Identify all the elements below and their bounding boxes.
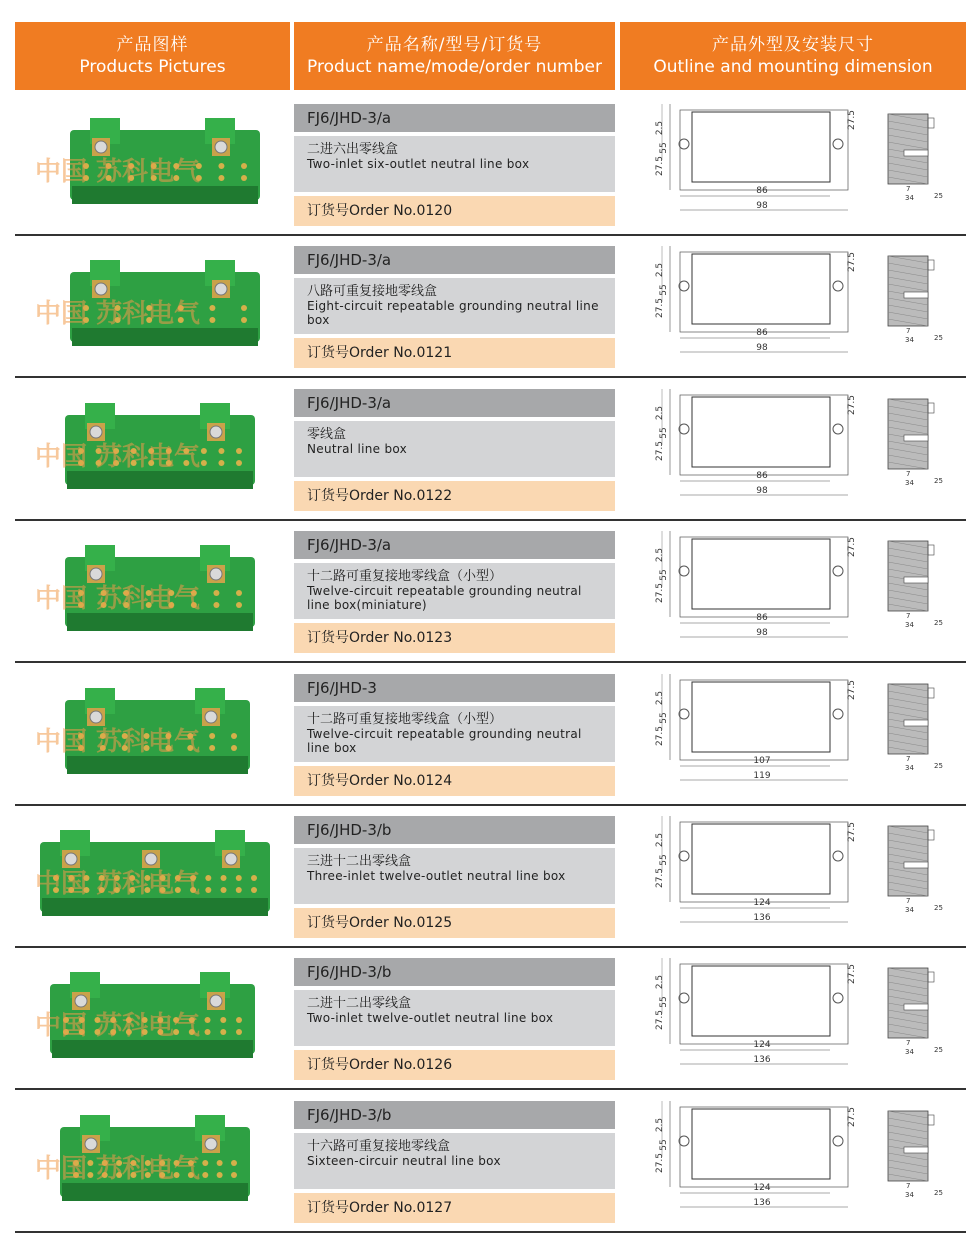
wire-hole [202,1172,208,1178]
header-col3-en: Outline and mounting dimension [653,57,933,77]
wire-hole [231,1160,237,1166]
dim-27-5-right: 27.5 [847,537,857,558]
box-base [67,471,253,489]
product-picture [20,100,290,230]
product-picture [20,670,290,800]
dim-side-7: 7 [906,469,911,478]
box-base [52,1040,253,1058]
side-view [888,826,934,896]
mount-hole-left [679,139,689,149]
dim-55: 55 [659,427,669,439]
dim-side-34: 34 [905,906,914,914]
dim-side-25: 25 [934,476,943,485]
wire-hole [209,745,215,751]
dim-2-5: 2.5 [655,832,665,848]
mount-hole-right [833,851,843,861]
product-picture [20,1097,290,1227]
dim-27-5-right: 27.5 [847,821,857,843]
wire-hole [217,1172,223,1178]
header-products-pictures [15,22,290,90]
wire-hole [205,1029,211,1035]
product-row [0,523,980,665]
product-description [294,848,615,904]
product-description [294,563,615,619]
dim-inner-width: 124 [753,1040,771,1051]
dim-2-5: 2.5 [655,1117,665,1132]
row-divider [15,661,966,663]
wire-hole [241,317,247,323]
dimension-drawing [622,100,966,230]
watermark-text: 中国 苏科电气 [35,1011,201,1042]
side-view [888,256,934,326]
wire-hole [236,448,242,454]
product-picture [20,385,290,515]
product-order-number: 订货号Order No.0126 [294,1050,615,1080]
dim-side-7: 7 [906,327,911,336]
dim-2-5: 2.5 [655,120,665,136]
row-divider [15,946,966,948]
box-base [72,186,258,204]
dim-27-5-right: 27.5 [847,394,857,415]
product-name-en: Two-inlet six-outlet neutral line box [307,157,530,171]
dim-side-7: 7 [906,1181,911,1190]
dim-27-5-right: 27.5 [847,1106,857,1127]
dim-outer-width: 98 [756,343,768,354]
row-divider [15,519,966,521]
dim-27-5-left: 27.5 [655,725,665,746]
dim-side-7: 7 [906,1039,911,1048]
wire-hole [241,175,247,181]
dim-55: 55 [659,1139,669,1151]
header-col2-zh: 产品名称/型号/订货号 [366,35,543,55]
dim-27-5-left: 27.5 [655,440,665,461]
dim-side-34: 34 [905,478,914,487]
dim-side-34: 34 [905,621,914,630]
header-product-name [294,22,615,90]
dim-outer-width: 119 [753,770,771,781]
side-view [888,399,934,469]
side-view [888,114,934,184]
dim-55: 55 [659,996,669,1009]
dim-27-5-left: 27.5 [655,155,665,177]
dim-side-34: 34 [905,1190,914,1199]
product-order-number: 订货号Order No.0122 [294,481,615,511]
mount-hole-right [833,993,843,1003]
product-description [294,278,615,334]
wire-hole [220,1017,226,1023]
box-base [67,756,248,774]
inner-rect [692,112,830,182]
dim-inner-width: 86 [756,328,768,339]
wire-hole [205,875,211,881]
wire-hole [251,887,257,893]
terminal-screw [90,426,102,438]
header-col1-zh: 产品图样 [116,35,189,55]
side-view [888,541,934,611]
product-picture [20,242,290,372]
product-order-number: 订货号Order No.0123 [294,623,615,653]
product-name-en: Twelve-circuit repeatable grounding neutral line box [307,726,582,755]
dim-side-34: 34 [905,1048,914,1057]
dim-side-7: 7 [906,185,911,193]
product-name-zh: 二进六出零线盒 [307,142,399,157]
dim-side-7: 7 [906,612,911,621]
mount-hole-right [833,139,843,149]
product-model: FJ6/JHD-3/a [294,531,615,559]
terminal-screw [210,426,222,438]
inner-rect [692,539,830,609]
header-col3-zh: 产品外型及安装尺寸 [712,35,874,55]
product-name-zh: 八路可重复接地零线盒 [307,284,438,300]
dim-inner-width: 124 [753,1182,771,1193]
outline-rect [680,395,848,475]
dim-outer-width: 136 [753,913,771,923]
wire-hole [209,305,215,311]
mount-hole-right [833,1136,843,1146]
dim-27-5-right: 27.5 [847,109,857,131]
dim-2-5: 2.5 [655,548,665,563]
inner-rect [692,1109,830,1179]
dim-2-5: 2.5 [655,690,665,705]
dim-outer-width: 98 [756,201,768,211]
dim-side-25: 25 [934,904,943,912]
inner-rect [692,966,830,1036]
product-name-en: Sixteen-circuir neutral line box [307,1153,501,1168]
terminal-screw [95,283,107,295]
dim-27-5-right: 27.5 [847,964,857,985]
dim-2-5: 2.5 [655,975,665,990]
dimension-drawing [622,954,966,1084]
product-name-en: Two-inlet twelve-outlet neutral line box [307,1011,554,1026]
product-order-number: 订货号Order No.0127 [294,1193,615,1223]
product-model: FJ6/JHD-3/b [294,1101,615,1129]
wire-hole [236,875,242,881]
inner-rect [692,397,830,467]
wire-hole [236,460,242,466]
product-row [0,238,980,380]
dim-outer-width: 136 [753,1197,771,1208]
wire-hole [205,887,211,893]
box-base [62,1183,248,1201]
watermark-text: 中国 苏科电气 [35,157,201,187]
row-divider [15,804,966,806]
dimension-drawing [622,385,966,515]
row-divider [15,1088,966,1090]
row-divider [15,234,966,236]
wire-hole [231,733,237,739]
dimension-drawing [622,1097,966,1227]
product-row [0,381,980,523]
box-base [72,328,258,346]
wire-hole [241,163,247,169]
product-model: FJ6/JHD-3/a [294,104,615,132]
mount-hole-right [833,424,843,434]
dim-inner-width: 86 [756,470,768,481]
mount-hole-left [679,709,689,719]
wire-hole [209,317,215,323]
mount-hole-right [833,709,843,719]
product-row [0,950,980,1092]
wire-hole [218,448,224,454]
product-description [294,136,615,192]
product-model: FJ6/JHD-3/a [294,246,615,274]
outline-rect [680,110,848,190]
side-view [888,684,934,754]
wire-hole [202,1160,208,1166]
wire-hole [201,460,207,466]
dim-2-5: 2.5 [655,405,665,420]
wire-hole [221,875,227,881]
wire-hole [209,733,215,739]
dim-inner-width: 107 [753,755,771,766]
product-row [0,666,980,808]
terminal-screw [205,711,217,723]
dim-side-25: 25 [934,1188,943,1197]
dim-side-34: 34 [905,336,914,345]
dim-27-5-left: 27.5 [655,1152,665,1173]
terminal-screw [210,995,222,1007]
product-name-en: Neutral line box [307,441,408,456]
watermark-text: 中国 苏科电气 [35,299,201,330]
wire-hole [231,1172,237,1178]
dim-side-7: 7 [906,754,911,763]
wire-hole [213,590,219,596]
wire-hole [218,163,224,169]
row-divider [15,376,966,378]
terminal-screw [145,853,157,865]
mount-hole-left [679,281,689,291]
box-base [42,898,268,916]
watermark-text: 中国 苏科电气 [35,441,201,472]
wire-hole [217,1160,223,1166]
dim-27-5-left: 27.5 [655,583,665,604]
dim-outer-width: 98 [756,628,768,639]
outline-rect [680,537,848,617]
mount-hole-left [679,851,689,861]
terminal-screw [210,568,222,580]
outline-rect [680,252,848,332]
dim-outer-width: 98 [756,485,768,496]
product-name-en: Eight-circuit repeatable grounding neutral line box [307,299,599,328]
product-order-number: 订货号Order No.0120 [294,196,615,226]
product-description [294,1133,615,1189]
product-description [294,990,615,1046]
wire-hole [236,590,242,596]
mount-hole-left [679,566,689,576]
mount-hole-right [833,566,843,576]
product-name-zh: 零线盒 [307,426,347,442]
product-description [294,706,615,762]
dim-55: 55 [659,284,669,297]
wire-hole [221,887,227,893]
product-description [294,421,615,477]
inner-rect [692,254,830,324]
product-model: FJ6/JHD-3/a [294,389,615,417]
dim-side-25: 25 [934,619,943,628]
watermark-text: 中国 苏科电气 [35,869,201,899]
side-view [888,968,934,1038]
inner-rect [692,682,830,752]
terminal-screw [95,141,107,153]
dim-55: 55 [659,569,669,581]
terminal-screw [215,283,227,295]
terminal-screw [215,141,227,153]
wire-hole [236,602,242,608]
mount-hole-left [679,993,689,1003]
terminal-screw [225,853,237,865]
product-model: FJ6/JHD-3/b [294,958,615,986]
terminal-screw [90,568,102,580]
product-order-number: 订货号Order No.0125 [294,908,615,938]
dim-27-5-right: 27.5 [847,252,857,273]
dim-side-34: 34 [905,763,914,772]
row-divider [15,1231,966,1233]
product-name-zh: 十二路可重复接地零线盒（小型） [307,569,503,585]
dim-side-25: 25 [934,334,943,343]
header-col1-en: Products Pictures [79,57,226,77]
mount-hole-right [833,281,843,291]
outline-rect [680,822,848,902]
dimension-drawing [622,812,966,942]
inner-rect [692,824,830,894]
terminal-screw [85,1138,97,1150]
dim-side-7: 7 [906,897,911,905]
product-picture [20,812,290,942]
terminal-screw [205,1138,217,1150]
wire-hole [218,175,224,181]
dim-inner-width: 86 [756,186,768,196]
dim-27-5-right: 27.5 [847,679,857,700]
dim-55: 55 [659,854,669,866]
dim-inner-width: 86 [756,613,768,624]
product-row [0,808,980,950]
product-name-zh: 十六路可重复接地零线盒 [307,1138,451,1154]
product-model: FJ6/JHD-3/b [294,816,615,844]
product-row [0,96,980,238]
wire-hole [220,1029,226,1035]
wire-hole [213,602,219,608]
watermark-text: 中国 苏科电气 [35,584,201,615]
header-col2-en: Product name/mode/order number [307,57,602,77]
dim-outer-width: 136 [753,1055,771,1066]
product-order-number: 订货号Order No.0124 [294,766,615,796]
dim-side-25: 25 [934,192,943,200]
dimension-drawing [622,242,966,372]
product-row [0,1093,980,1235]
terminal-screw [90,711,102,723]
outline-rect [680,964,848,1044]
dim-27-5-left: 27.5 [655,1010,665,1031]
dim-2-5: 2.5 [655,263,665,278]
product-name-zh: 十二路可重复接地零线盒（小型） [307,711,503,727]
table-header [0,22,980,92]
product-picture [20,954,290,1084]
wire-hole [236,887,242,893]
watermark-text: 中国 苏科电气 [35,726,201,757]
wire-hole [231,745,237,751]
mount-hole-left [679,1136,689,1146]
dim-55: 55 [659,142,669,154]
wire-hole [218,460,224,466]
product-name-en: Three-inlet twelve-outlet neutral line box [307,869,566,883]
outline-rect [680,1107,848,1187]
product-name-zh: 三进十二出零线盒 [307,854,412,869]
terminal-screw [65,853,77,865]
box-base [67,613,253,631]
outline-rect [680,680,848,760]
dimension-drawing [622,527,966,657]
product-picture [20,527,290,657]
dim-side-34: 34 [905,194,914,202]
wire-hole [236,1029,242,1035]
dim-55: 55 [659,711,669,724]
header-outline-dimension [620,22,966,90]
mount-hole-left [679,424,689,434]
wire-hole [241,305,247,311]
dim-side-25: 25 [934,761,943,770]
product-name-zh: 二进十二出零线盒 [307,996,412,1012]
product-name-en: Twelve-circuit repeatable grounding neutral line box(miniature) [307,584,582,613]
wire-hole [201,448,207,454]
terminal-screw [75,995,87,1007]
dim-inner-width: 124 [753,898,771,908]
wire-hole [205,1017,211,1023]
side-view [888,1111,934,1181]
dim-27-5-left: 27.5 [655,867,665,889]
dimension-drawing [622,670,966,800]
product-order-number: 订货号Order No.0121 [294,338,615,368]
product-model: FJ6/JHD-3 [294,674,615,702]
watermark-text: 中国 苏科电气 [35,1153,201,1184]
wire-hole [236,1017,242,1023]
dim-27-5-left: 27.5 [655,298,665,319]
wire-hole [251,875,257,881]
dim-side-25: 25 [934,1046,943,1055]
